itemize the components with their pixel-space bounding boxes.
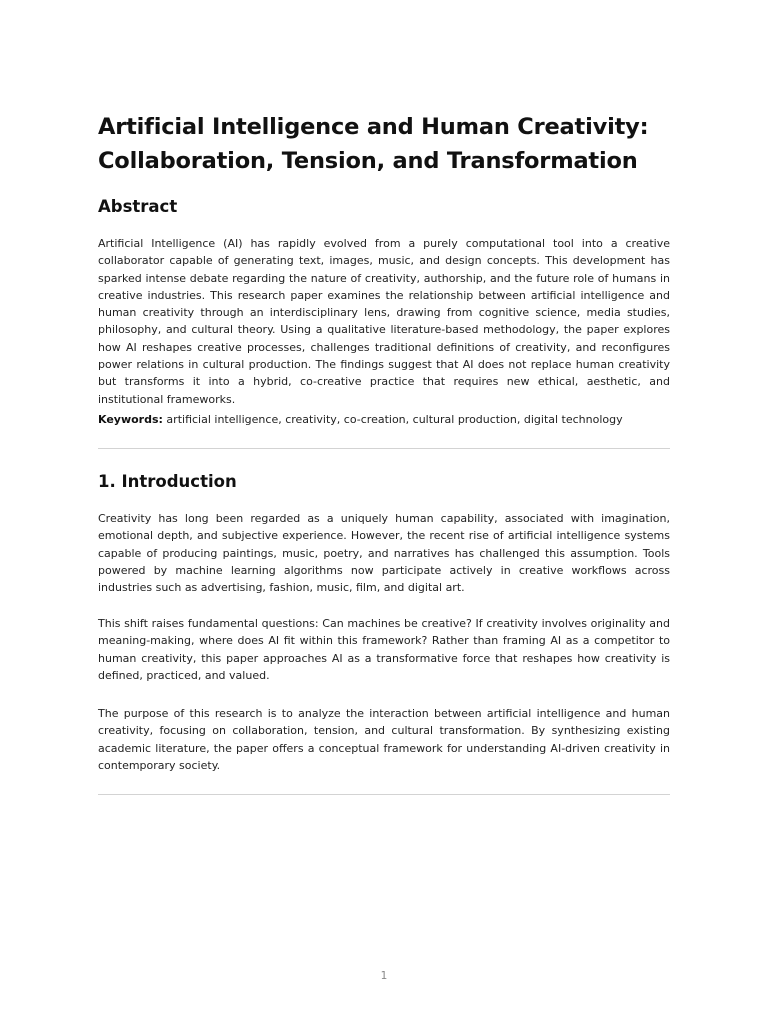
keywords-line (98, 411, 670, 428)
section-divider-1 (98, 448, 670, 449)
page-number: 1 (380, 970, 388, 982)
section-divider-2 (98, 794, 670, 795)
abstract-heading: Abstract (98, 197, 178, 216)
introduction-paragraph-1: Creativity has long been regarded as a uniquely human capability, associated with imagination, emotional depth, and subjective experience. However, the recent rise of artificial intelligence systems capable of producing paintings, music, poetry, and narratives has challenged this assumption. Tools powered by machine learning algorithms now participate actively in creative workflows across industries such as advertising, fashion, music, film, and digital art. (98, 512, 670, 595)
abstract-body: Artificial Intelligence (AI) has rapidly evolved from a purely computational tool into a creative collaborator capable of generating text, images, music, and design concepts. This development has sparked intense debate regarding the nature of creativity, authorship, and the future role of humans in creative industries. This research paper examines the relationship between artificial intelligence and human creativity through an interdisciplinary lens, drawing from cognitive science, media studies, philosophy, and cultural theory. Using a qualitative literature-based methodology, the paper explores how AI reshapes creative processes, challenges traditional definitions of creativity, and reconfigures power relations in cultural production. The findings suggest that AI does not replace human creativity but transforms it into a hybrid, co-creative practice that requires new ethical, aesthetic, and institutional frameworks. (98, 237, 670, 406)
introduction-paragraph-2: This shift raises fundamental questions: Can machines be creative? If creativity involves originality and meaning-making, where does AI fit within this framework? Rather than framing AI as a competitor to human creativity, this paper approaches AI as a transformative force that reshapes how creativity is defined, practiced, and valued. (98, 617, 670, 682)
paper-title (98, 110, 670, 178)
paper-title-line-2: Collaboration, Tension, and Transformation (98, 148, 638, 174)
paper-title-line-1: Artificial Intelligence and Human Creativity: (98, 114, 649, 140)
introduction-paragraph-3: The purpose of this research is to analyze the interaction between artificial intelligence and human creativity, focusing on collaboration, tension, and cultural transformation. By synthesizing existing academic literature, the paper offers a conceptual framework for understanding AI-driven creativity in contemporary society. (98, 707, 670, 772)
keywords-text: artificial intelligence, creativity, co-creation, cultural production, digital technology (162, 413, 623, 426)
keywords-label: Keywords: (98, 413, 163, 426)
introduction-heading: 1. Introduction (98, 472, 237, 491)
